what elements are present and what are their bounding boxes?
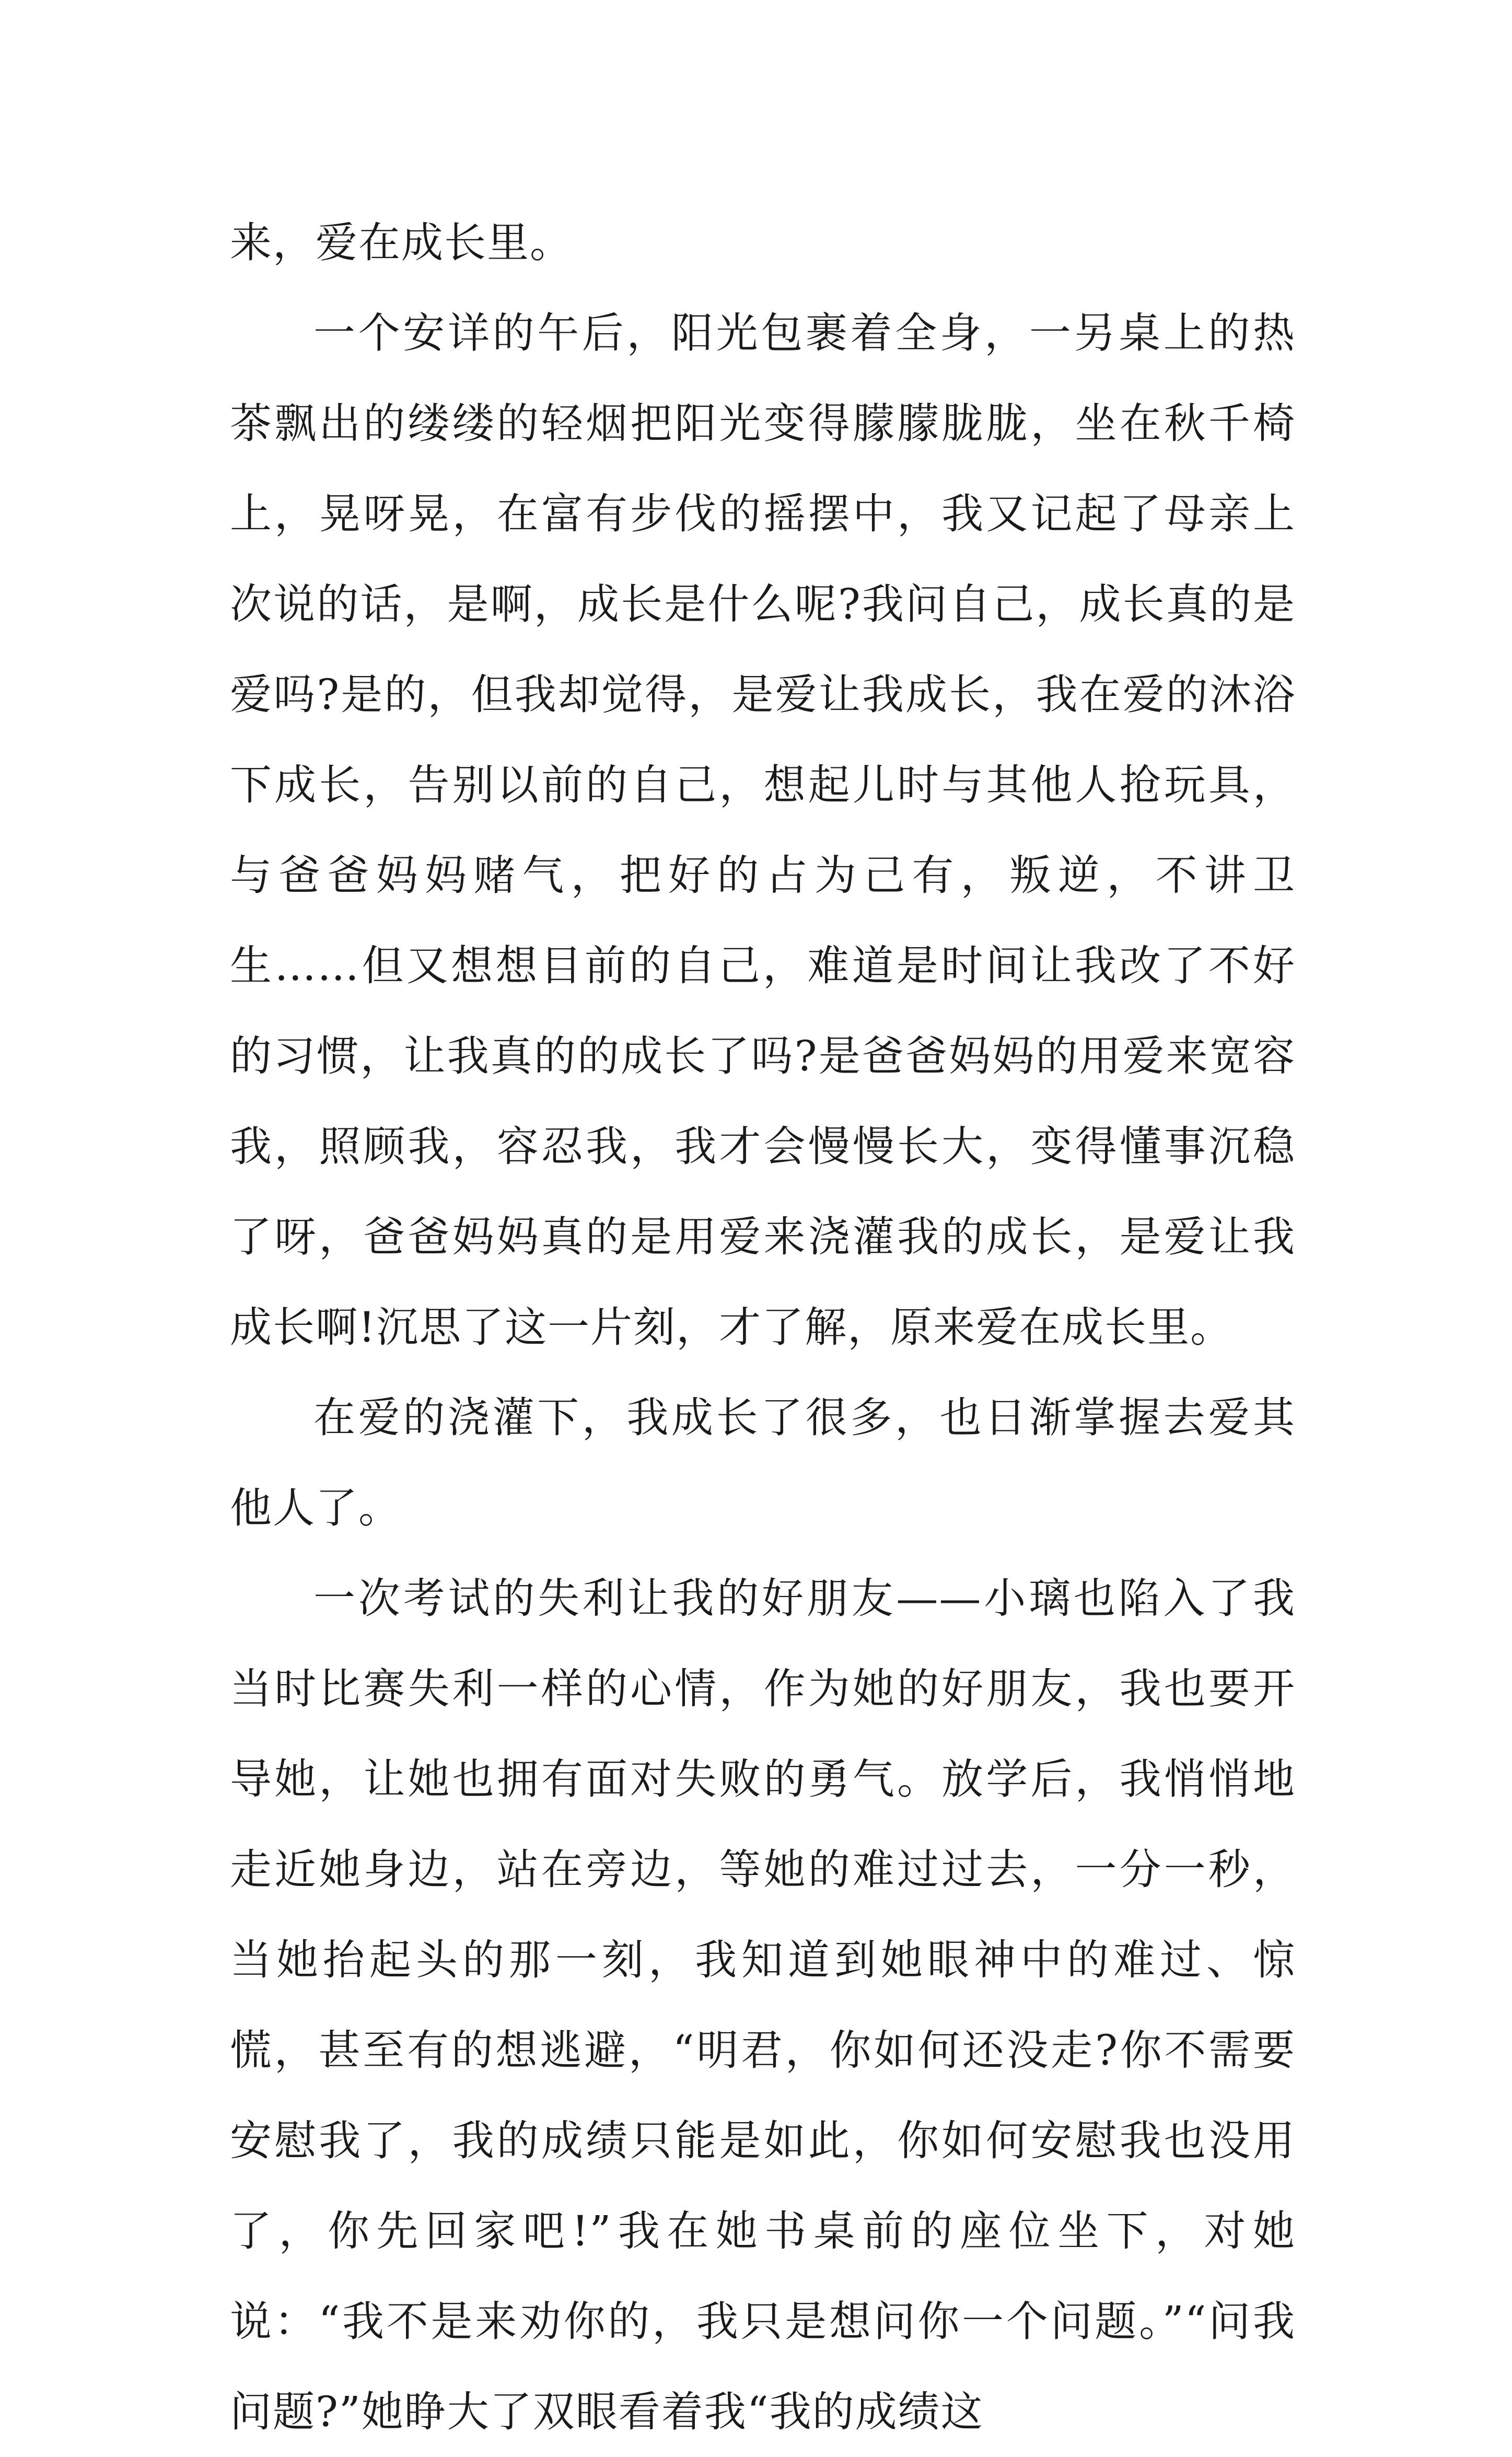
paragraph-4: 一次考试的失利让我的好朋友——小璃也陷入了我当时比赛失利一样的心情，作为她的好朋友，我也要开导她，让她也拥有面对失败的勇气。放学后，我悄悄地走近她身边，站在旁边，等她的难过过去，一分一秒，当她抬起头的那一刻，我知道到她眼神中的难过、惊慌，甚至有的想逃避，“明君，你如何还没走?你不需要安慰我了，我的成绩只能是如此，你如何安慰我也没用了，你先回家吧!”我在她书桌前的座位坐下，对她说：“我不是来劝你的，我只是想问你一个问题。”“问我问题?”她睁大了双眼看着我“我的成绩这	[230, 1574, 1296, 2436]
paragraph-2: 一个安详的午后，阳光包裹着全身，一另桌上的热茶飘出的缕缕的轻烟把阳光变得朦朦胧胧，坐在秋千椅上，晃呀晃，在富有步伐的摇摆中，我又记起了母亲上次说的话，是啊，成长是什么呢?我问自己，成长真的是爱吗?是的，但我却觉得，是爱让我成长，我在爱的沐浴下成长，告别以前的自己，想起儿时与其他人抢玩具，与爸爸妈妈赌气，把好的占为己有，叛逆，不讲卫生……但又想想目前的自己，难道是时间让我改了不好的习惯，让我真的的成长了吗?是爸爸妈妈的用爱来宽容我，照顾我，容忍我，我才会慢慢长大，变得懂事沉稳了呀，爸爸妈妈真的是用爱来浇灌我的成长，是爱让我成长啊!沉思了这一片刻，才了解，原来爱在成长里。	[230, 309, 1296, 1352]
paragraph-3: 在爱的浇灌下，我成长了很多，也日渐掌握去爱其他人了。	[230, 1393, 1296, 1532]
body-text	[230, 197, 1296, 2457]
paragraph-1: 来，爱在成长里。	[230, 218, 573, 267]
